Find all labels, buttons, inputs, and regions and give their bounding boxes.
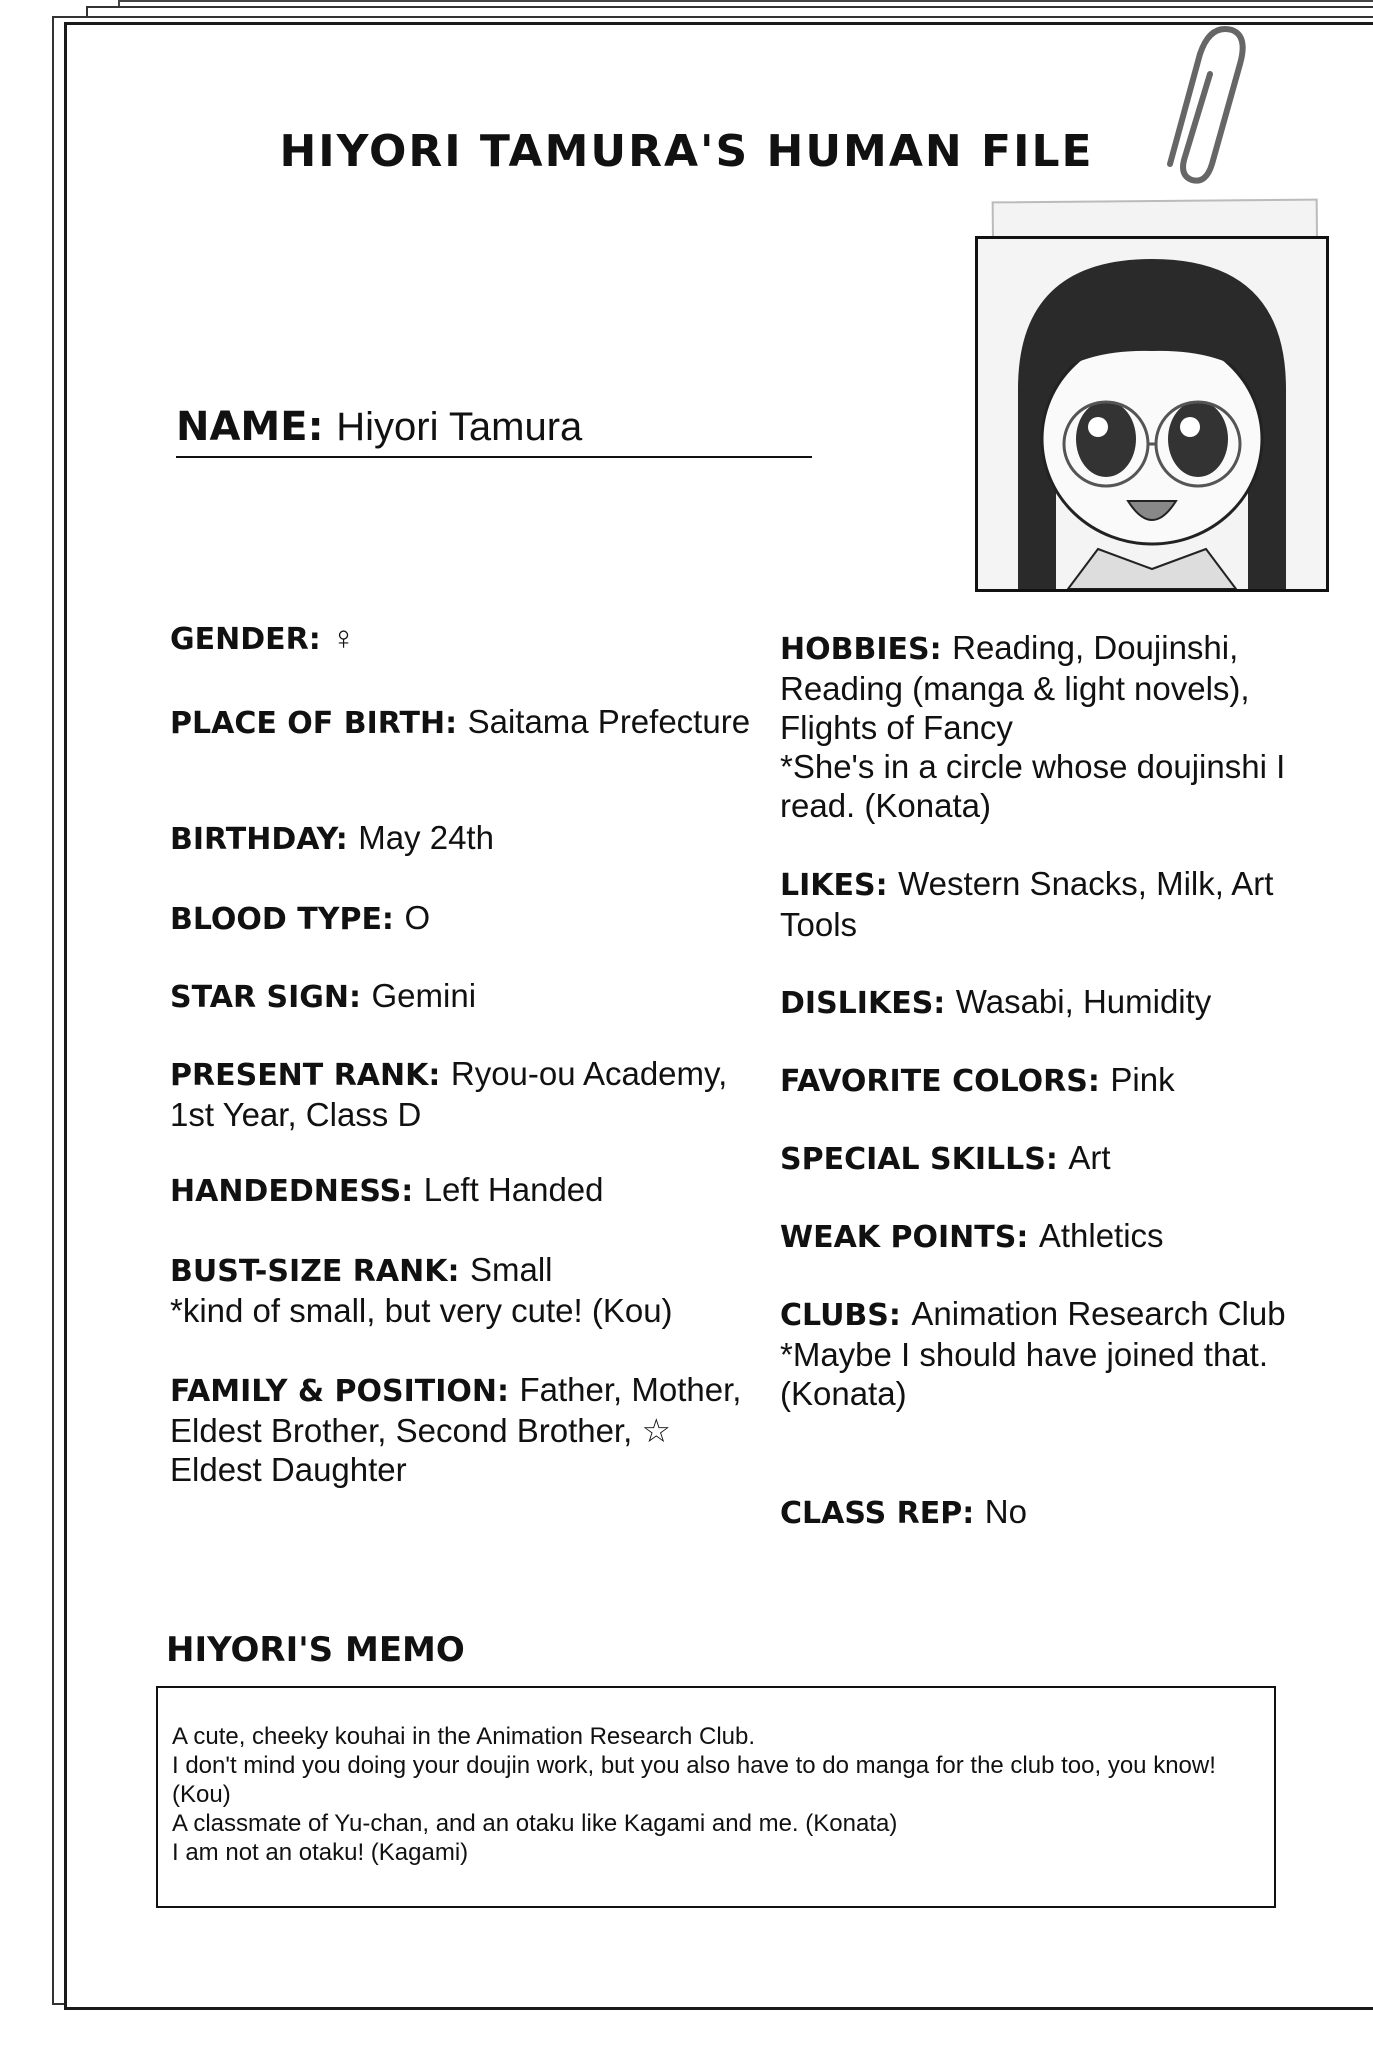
name-label: NAME: xyxy=(176,404,324,450)
present-rank-field: PRESENT RANK: Ryou-ou Academy, 1st Year, Class D xyxy=(170,1055,728,1133)
memo-line: A classmate of Yu-chan, and an otaku like Kagami and me. (Konata) xyxy=(172,1810,898,1837)
class-rep-field: CLASS REP: No xyxy=(780,1493,1027,1531)
name-field xyxy=(176,404,812,458)
hobbies-field: HOBBIES: Reading, Doujinshi, Reading (manga & light novels), Flights of Fancy *She's in a circle whose doujinshi I read. (Konata) xyxy=(780,629,1286,824)
handedness-field: HANDEDNESS: Left Handed xyxy=(170,1171,604,1209)
page-title: HIYORI TAMURA'S HUMAN FILE xyxy=(279,126,1094,177)
female-symbol-icon: ♀ xyxy=(331,619,356,656)
memo-title: HIYORI'S MEMO xyxy=(166,1630,465,1670)
memo-line: I am not an otaku! (Kagami) xyxy=(172,1839,469,1866)
character-portrait-illustration xyxy=(978,239,1326,589)
clubs-note: *Maybe I should have joined that. (Konata) xyxy=(780,1336,1268,1412)
memo-line: I don't mind you doing your doujin work, but you also have to do manga for the club too, you know! (Kou) xyxy=(172,1752,1216,1808)
bust-size-note: *kind of small, but very cute! (Kou) xyxy=(170,1292,673,1329)
birthday-field: BIRTHDAY: May 24th xyxy=(170,819,494,857)
hobbies-note: *She's in a circle whose doujinshi I read. (Konata) xyxy=(780,748,1286,824)
family-position-field: FAMILY & POSITION: Father, Mother, Eldest Brother, Second Brother, ☆ Eldest Daughter xyxy=(170,1371,742,1488)
memo-text xyxy=(172,1722,1262,1867)
weak-points-field: WEAK POINTS: Athletics xyxy=(780,1217,1164,1255)
character-portrait xyxy=(975,236,1329,592)
favorite-colors-field: FAVORITE COLORS: Pink xyxy=(780,1061,1175,1099)
likes-field: LIKES: Western Snacks, Milk, Art Tools xyxy=(780,865,1274,943)
gender-field: GENDER: ♀ xyxy=(170,619,356,657)
dislikes-field: DISLIKES: Wasabi, Humidity xyxy=(780,983,1212,1021)
place-of-birth-field: PLACE OF BIRTH: Saitama Prefecture xyxy=(170,703,751,741)
bust-size-field: BUST-SIZE RANK: Small *kind of small, but very cute! (Kou) xyxy=(170,1251,673,1329)
star-sign-field: STAR SIGN: Gemini xyxy=(170,977,477,1015)
memo-line: A cute, cheeky kouhai in the Animation Research Club. xyxy=(172,1723,756,1750)
name-value: Hiyori Tamura xyxy=(336,405,583,449)
special-skills-field: SPECIAL SKILLS: Art xyxy=(780,1139,1111,1177)
clubs-field: CLUBS: Animation Research Club *Maybe I should have joined that. (Konata) xyxy=(780,1295,1286,1412)
blood-type-field: BLOOD TYPE: O xyxy=(170,899,431,937)
